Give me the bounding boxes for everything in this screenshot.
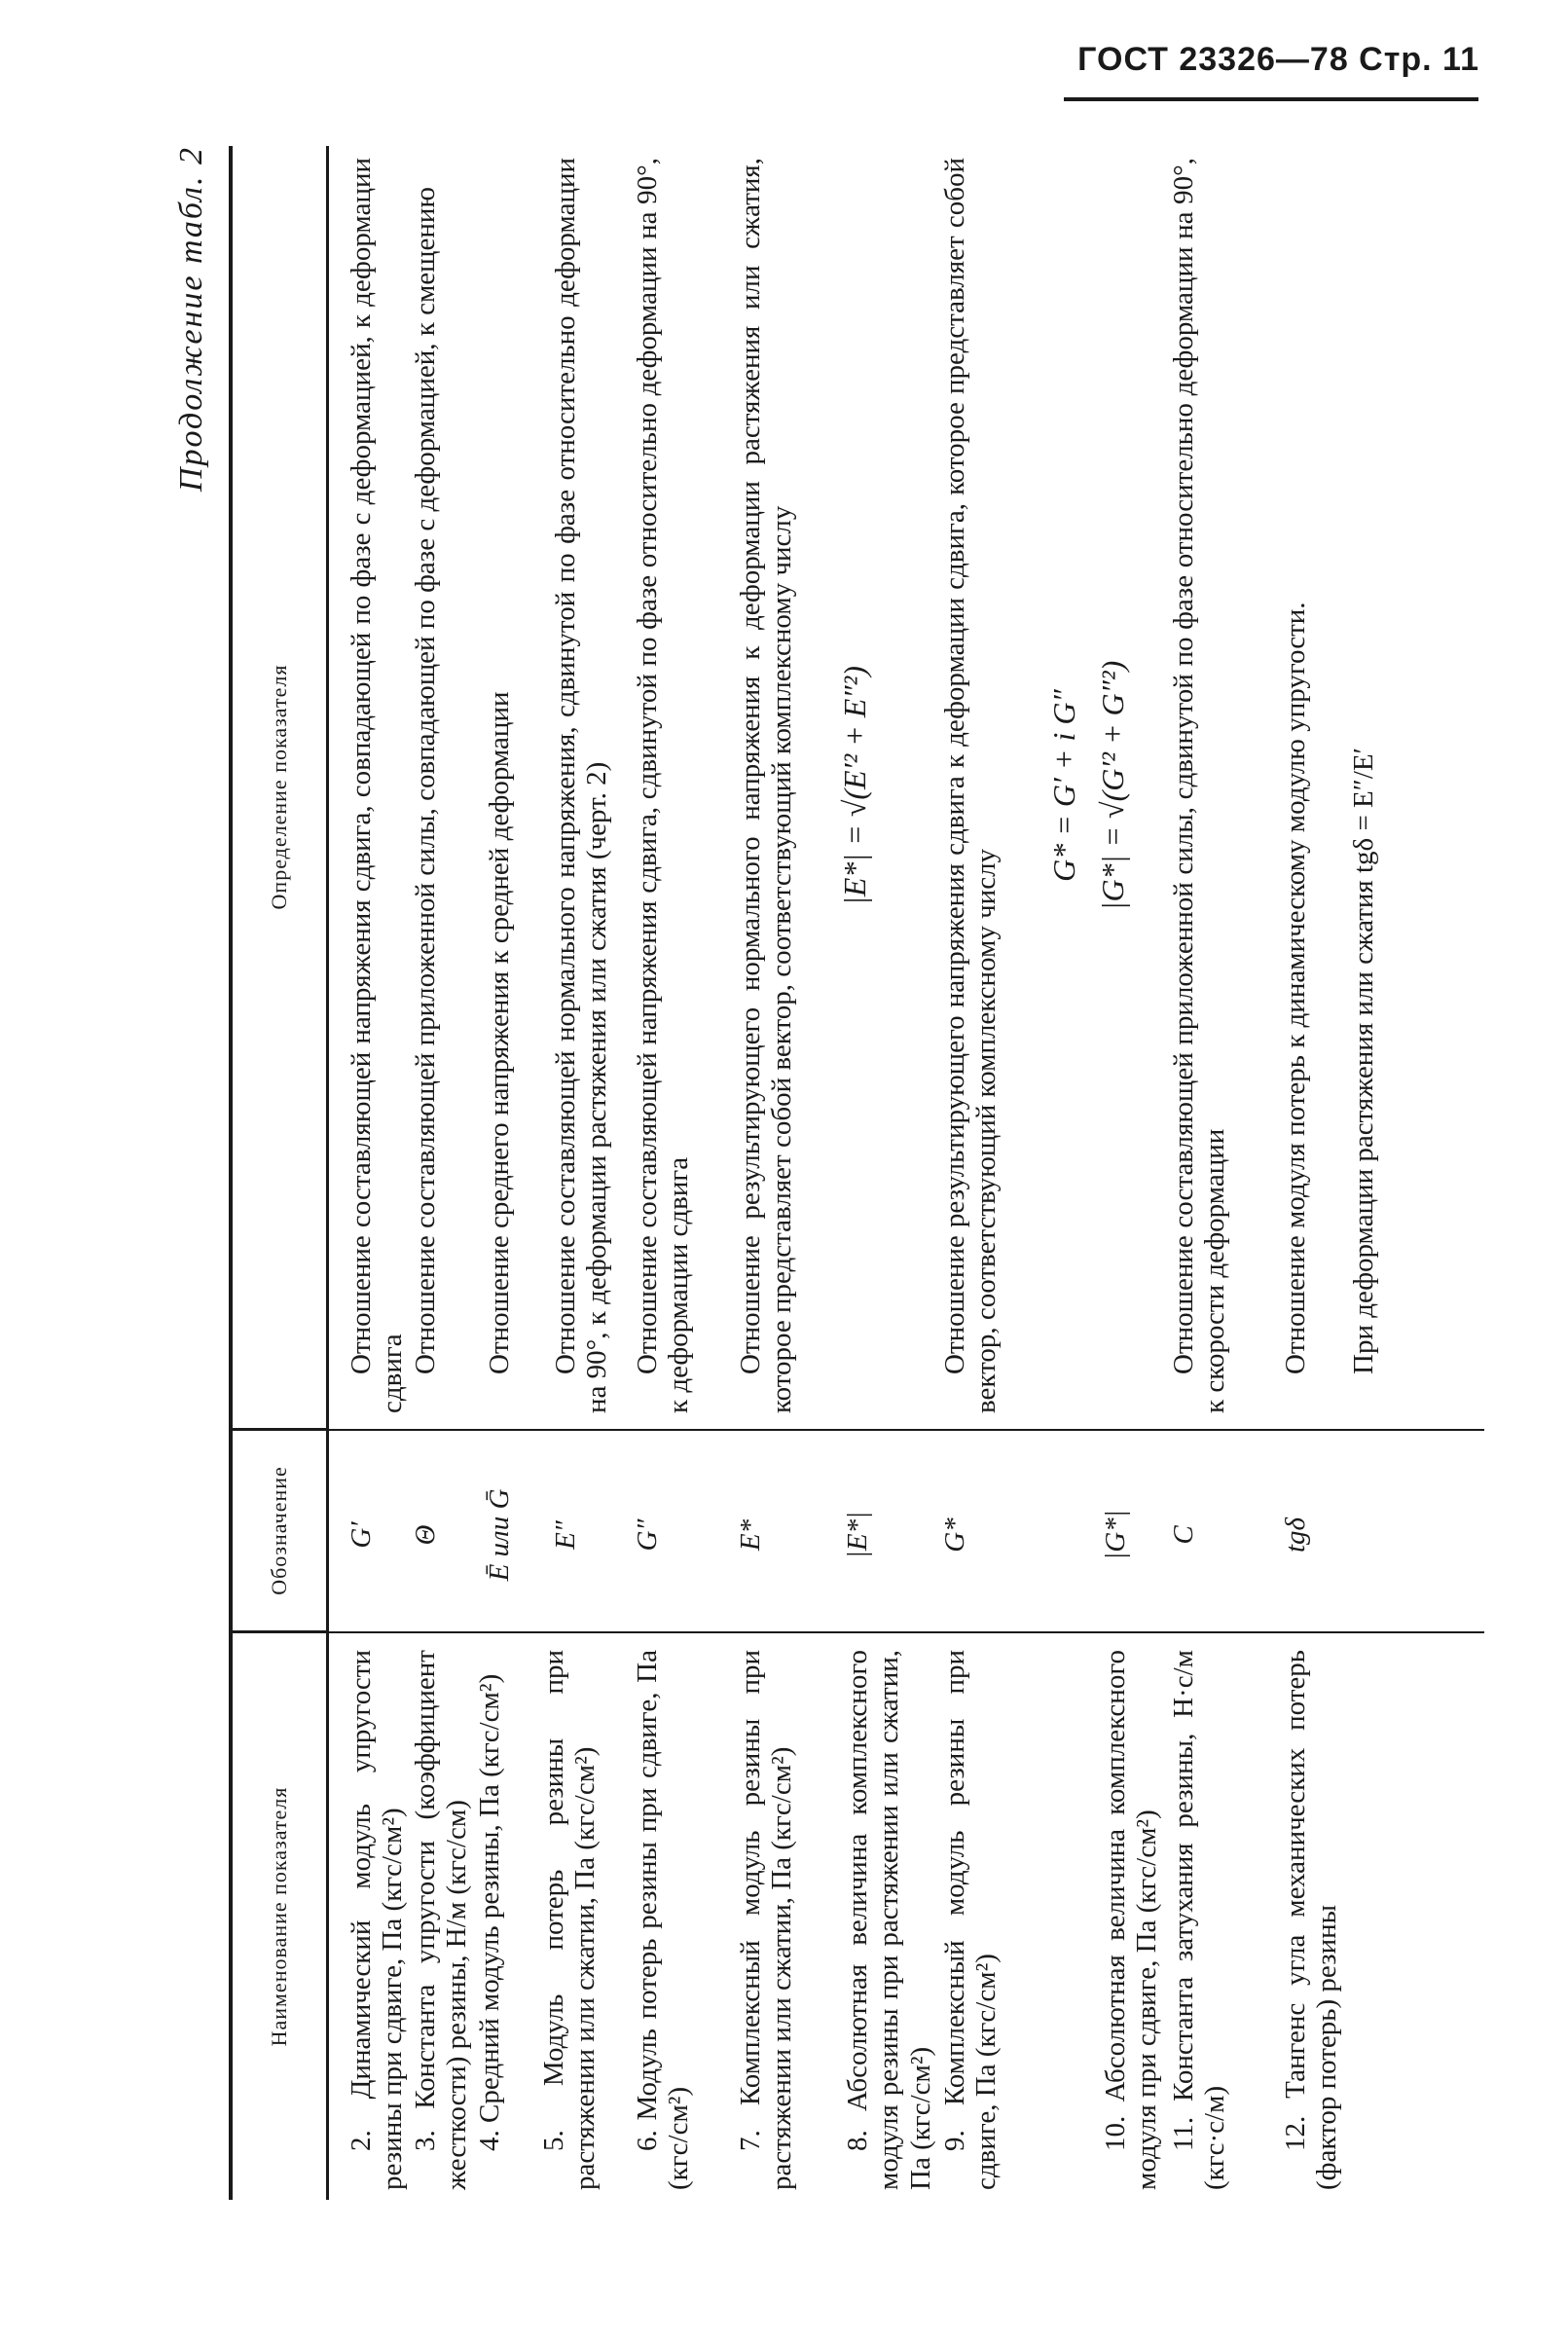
row-definition: Отношение составляющей нормального напряжения, сдвинутой по фазе относительно деформации на 90°, к деформации растяжения или сжатия (черт. 2) <box>550 158 613 1413</box>
row-symbol: C <box>1168 1525 1199 1545</box>
row-symbol: Θ <box>410 1524 441 1546</box>
row-definition: Отношение среднего напряжения к средней деформации <box>484 691 515 1374</box>
row-definition: Отношение составляющей приложенной силы, сдвинутой по фазе относительно деформации на 90°, к скорости деформации <box>1168 158 1231 1413</box>
row-symbol: E″ <box>550 1520 581 1550</box>
row-name: 5. Модуль потерь резины при растяжении или сжатии, Па (кгс/см²) <box>538 1650 602 2190</box>
row-name: 12. Тангенс угла механических потерь (фактор потерь) резины <box>1280 1650 1343 2190</box>
page-header: ГОСТ 23326—78 Стр. 11 <box>1077 41 1479 78</box>
row-symbol: tgδ <box>1280 1517 1311 1553</box>
row-definition: Отношение результирующего напряжения сдвига к деформации сдвига, которое представляет собой вектор, соответствующий комплексному числу <box>939 158 1003 1413</box>
row-symbol: |G*| <box>1100 1510 1131 1560</box>
row-name: 4. Средний модуль резины, Па (кгс/см²) <box>474 1673 505 2151</box>
definitions-table <box>229 146 1484 2200</box>
row-name: 2. Динамический модуль упругости резины при сдвиге, Па (кгс/см²) <box>346 1650 409 2190</box>
col-header-name: Наименование показателя <box>267 1786 291 2047</box>
header-rule <box>1064 97 1478 101</box>
col-header-definition: Определение показателя <box>267 664 291 910</box>
row-symbol: |E*| <box>842 1511 873 1559</box>
row-name: 10. Абсолютная величина комплексного модуля при сдвиге, Па (кгс/см²) <box>1100 1650 1163 2190</box>
rotated-table-page <box>163 146 1491 2200</box>
col-header-symbol: Обозначение <box>267 1466 291 1595</box>
formula-abs-e: |E*| = √(E′² + E″²) <box>837 666 872 905</box>
row-symbol: E* <box>735 1518 766 1552</box>
row-definition: Отношение составляющей напряжения сдвига, совпадающей по фазе с деформацией, к деформации сдвига <box>346 158 409 1413</box>
table-continuation-title: Продолжение табл. 2 <box>173 146 209 493</box>
table-header-rule <box>326 146 329 2200</box>
row-name: 6. Модуль потерь резины при сдвиге, Па (кгс/см²) <box>632 1650 695 2190</box>
column-divider <box>326 1429 1484 1431</box>
row-definition: Отношение результирующего нормального напряжения к деформации растяжения или сжатия, которое представляет собой вектор, соответствующий комплексному числу <box>735 158 798 1413</box>
row-symbol: G″ <box>632 1518 663 1552</box>
row-symbol: G′ <box>346 1521 377 1549</box>
row-definition: При деформации растяжения или сжатия tgδ = E″/E′ <box>1348 748 1379 1374</box>
row-name: 3. Константа упругости (коэффициент жесткости) резины, Н/м (кгс/см) <box>410 1650 473 2190</box>
row-name: 8. Абсолютная величина комплексного модуля резины при растяжении или сжатии, Па (кгс/см²) <box>842 1650 936 2190</box>
row-name: 11. Константа затухания резины, Н·с/м (кгс·с/м) <box>1168 1650 1231 2190</box>
row-symbol: G* <box>939 1517 970 1553</box>
formula-abs-g: |G*| = √(G′² + G″²) <box>1095 660 1130 911</box>
row-definition: Отношение составляющей приложенной силы, совпадающей по фазе с деформацией, к смещению <box>410 186 441 1374</box>
formula-g-star: G* = G′ + i G″ <box>1046 689 1081 882</box>
row-definition: Отношение модуля потерь к динамическому модулю упругости. <box>1280 602 1311 1374</box>
row-symbol: Ē или Ḡ <box>484 1488 515 1582</box>
row-name: 7. Комплексный модуль резины при растяжении или сжатии, Па (кгс/см²) <box>735 1650 798 2190</box>
column-divider <box>326 1631 1484 1633</box>
row-name: 9. Комплексный модуль резины при сдвиге, Па (кгс/см²) <box>939 1650 1003 2190</box>
row-definition: Отношение составляющей напряжения сдвига, сдвинутой по фазе относительно деформации на 90°, к деформации сдвига <box>632 158 695 1413</box>
